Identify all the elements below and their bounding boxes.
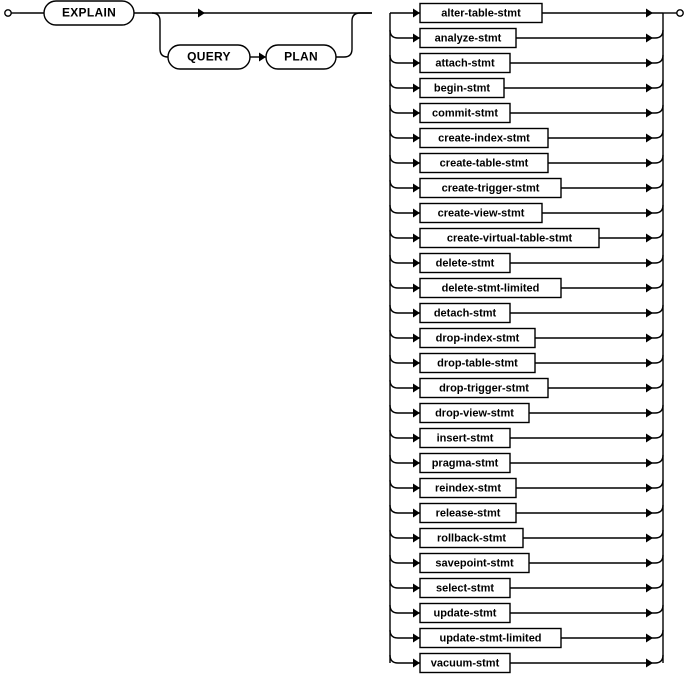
- alternative-row: [390, 504, 663, 523]
- alternative-row: [390, 304, 663, 323]
- nonterminal-label: delete-stmt: [435, 257, 495, 270]
- alternative-row: [390, 329, 663, 348]
- alternative-row: [390, 254, 663, 273]
- nonterminal-label: create-virtual-table-stmt: [446, 232, 573, 245]
- nonterminal-label: alter-table-stmt: [441, 7, 521, 20]
- nonterminal-label: release-stmt: [435, 507, 501, 520]
- alternative-row: [390, 179, 663, 198]
- nonterminal-label: pragma-stmt: [431, 457, 499, 470]
- nonterminal-label: insert-stmt: [436, 432, 494, 445]
- nonterminal-label: begin-stmt: [433, 82, 491, 95]
- nonterminal-label: attach-stmt: [435, 57, 495, 70]
- alternative-row: [390, 379, 663, 398]
- alternative-row: [390, 129, 663, 148]
- alternative-row: [390, 29, 663, 48]
- nonterminal-label: create-view-stmt: [437, 207, 525, 220]
- svg-text:PLAN: PLAN: [284, 49, 318, 64]
- alternative-row: [390, 354, 663, 373]
- alternative-row: [390, 4, 663, 23]
- explain-prefix-group: [44, 1, 336, 69]
- alternative-row: [390, 654, 663, 673]
- nonterminal-label: create-table-stmt: [439, 157, 529, 170]
- alternative-row: [390, 154, 663, 173]
- alternative-row: [390, 279, 663, 298]
- nonterminal-label: delete-stmt-limited: [441, 282, 540, 295]
- alternative-row: [390, 579, 663, 598]
- nonterminal-label: rollback-stmt: [436, 532, 507, 545]
- nonterminal-label: drop-table-stmt: [437, 357, 518, 370]
- nonterminal-label: analyze-stmt: [434, 32, 502, 45]
- alternative-row: [390, 629, 663, 648]
- alternative-row: [390, 204, 663, 223]
- nonterminal-label: update-stmt: [433, 607, 497, 620]
- alternative-row: [390, 604, 663, 623]
- svg-text:QUERY: QUERY: [187, 49, 231, 64]
- nonterminal-label: create-index-stmt: [438, 132, 530, 145]
- nonterminal-label: select-stmt: [435, 582, 495, 595]
- alternative-row: [390, 404, 663, 423]
- nonterminal-label: create-trigger-stmt: [441, 182, 540, 195]
- alternative-row: [390, 229, 663, 248]
- nonterminal-label: commit-stmt: [431, 107, 499, 120]
- svg-text:EXPLAIN: EXPLAIN: [61, 5, 117, 20]
- nonterminal-label: update-stmt-limited: [439, 632, 542, 645]
- nonterminal-label: drop-trigger-stmt: [439, 382, 529, 395]
- nonterminal-label: reindex-stmt: [434, 482, 502, 495]
- rail-lines: [5, 9, 683, 664]
- alternative-row: [390, 429, 663, 448]
- nonterminal-label: drop-view-stmt: [435, 407, 514, 420]
- nonterminal-label: vacuum-stmt: [430, 657, 500, 670]
- alternative-row: [390, 554, 663, 573]
- alternative-row: [390, 104, 663, 123]
- nonterminal-label: detach-stmt: [433, 307, 497, 320]
- alternative-row: [390, 529, 663, 548]
- alternative-row: [390, 479, 663, 498]
- alternative-row: [390, 454, 663, 473]
- statement-alternatives-group: [390, 4, 663, 673]
- nonterminal-label: drop-index-stmt: [435, 332, 520, 345]
- alternative-row: [390, 54, 663, 73]
- alternative-row: [390, 79, 663, 98]
- nonterminal-label: savepoint-stmt: [435, 557, 514, 570]
